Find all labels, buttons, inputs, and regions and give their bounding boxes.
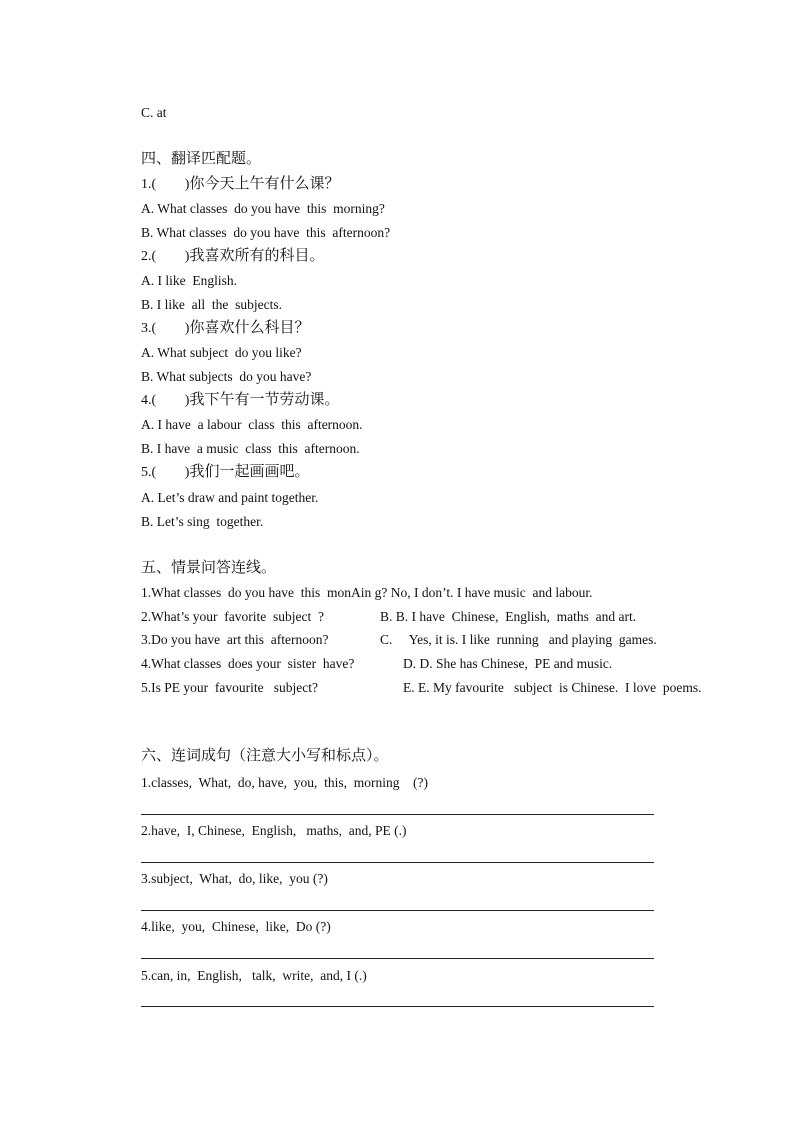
match-right-c: C. Yes, it is. I like running and playing games. xyxy=(380,632,657,647)
s4-q2: 2.( )我喜欢所有的科目。 xyxy=(141,246,325,264)
section6-heading: 六、连词成句（注意大小写和标点）。 xyxy=(141,746,389,764)
s4-q2-option-b: B. I like all the subjects. xyxy=(141,297,282,312)
section5-heading: 五、情景问答连线。 xyxy=(141,558,277,576)
match-left-2: 2.What’s your favorite subject ? xyxy=(141,609,324,624)
s4-q5: 5.( )我们一起画画吧。 xyxy=(141,462,310,480)
answer-line-2 xyxy=(141,862,654,863)
s6-item-5: 5.can, in, English, talk, write, and, I (.) xyxy=(141,968,367,983)
s4-q3-option-a: A. What subject do you like? xyxy=(141,345,302,360)
s6-item-3: 3.subject, What, do, like, you (?) xyxy=(141,871,328,886)
s4-q3: 3.( )你喜欢什么科目？ xyxy=(141,318,310,336)
match-right-b: B. B. I have Chinese, English, maths and art. xyxy=(380,609,637,624)
answer-line-1 xyxy=(141,814,654,815)
s6-item-4: 4.like, you, Chinese, like, Do (?) xyxy=(141,919,331,934)
s4-q4: 4.( )我下午有一节劳动课。 xyxy=(141,390,340,408)
s4-q5-option-b: B. Let’s sing together. xyxy=(141,514,264,529)
match-right-e: E. E. My favourite subject is Chinese. I love poems. xyxy=(403,680,702,695)
s4-q4-option-b: B. I have a music class this afternoon. xyxy=(141,441,360,456)
s4-q1: 1.( )你今天上午有什么课？ xyxy=(141,174,340,192)
match-left-3: 3.Do you have art this afternoon? xyxy=(141,632,329,647)
match-left-5: 5.Is PE your favourite subject? xyxy=(141,680,318,695)
s6-item-1: 1.classes, What, do, have, you, this, morning (?) xyxy=(141,775,428,790)
answer-line-4 xyxy=(141,958,654,959)
s4-q5-option-a: A. Let’s draw and paint together. xyxy=(141,490,319,505)
section4-heading: 四、翻译匹配题。 xyxy=(141,149,262,167)
answer-line-5 xyxy=(141,1006,654,1007)
s4-q4-option-a: A. I have a labour class this afternoon. xyxy=(141,417,363,432)
match-left-4: 4.What classes does your sister have? xyxy=(141,656,355,671)
answer-line-3 xyxy=(141,910,654,911)
match-left-1: 1.What classes do you have this monAin g? No, I don’t. I have music and labour. xyxy=(141,585,593,600)
s4-q3-option-b: B. What subjects do you have? xyxy=(141,369,312,384)
fragment-option: C. at xyxy=(141,105,167,120)
match-right-d: D. D. She has Chinese, PE and music. xyxy=(403,656,613,671)
s4-q1-option-b: B. What classes do you have this afternoon? xyxy=(141,225,391,240)
s6-item-2: 2.have, I, Chinese, English, maths, and, PE (.) xyxy=(141,823,407,838)
s4-q2-option-a: A. I like English. xyxy=(141,273,237,288)
s4-q1-option-a: A. What classes do you have this morning? xyxy=(141,201,385,216)
